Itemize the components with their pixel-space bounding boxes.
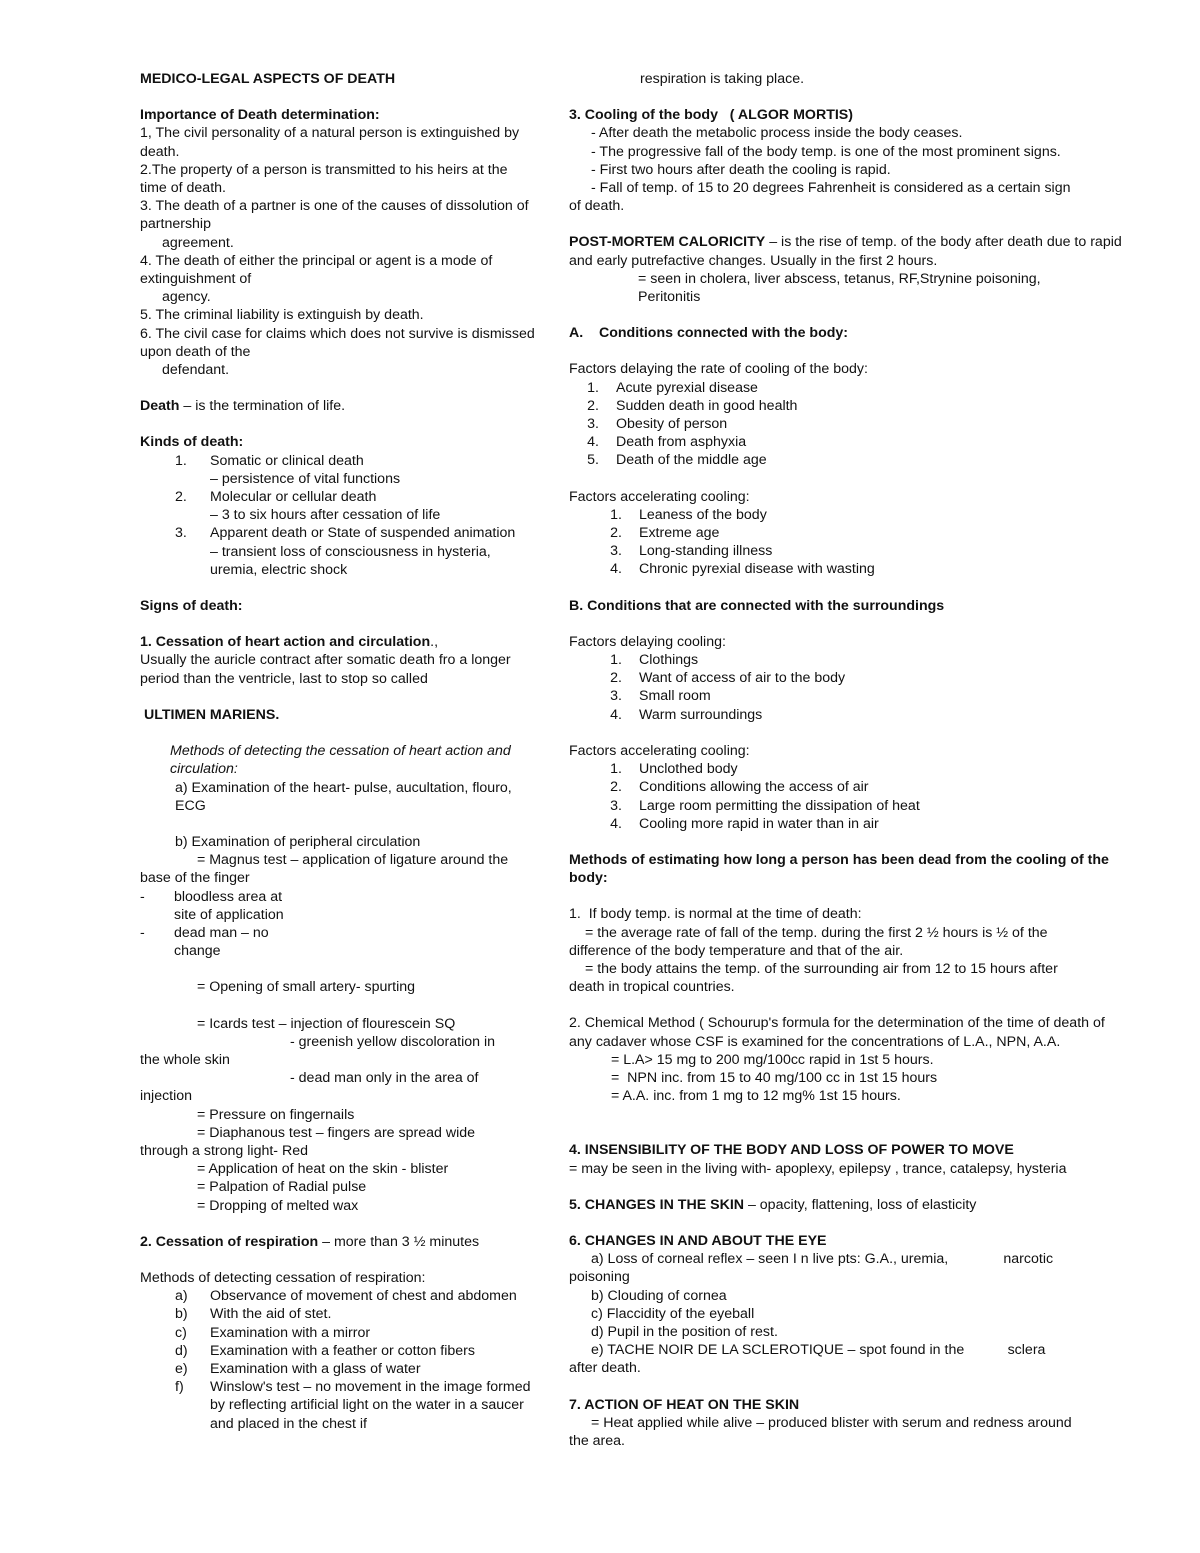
b-accel-heading: Factors accelerating cooling: (569, 742, 750, 759)
list-text: Extreme age (639, 525, 720, 542)
sign1-text: Usually the auricle contract after somatic death fro a longer period than the ventricle, last to stop so called (140, 652, 515, 687)
sign4-text: = may be seen in the living with- apoplexy, epilepsy , trance, catalepsy, hysteria (569, 1160, 1067, 1177)
list-text: Winslow's test – no movement in the image formed by reflecting artificial light on the water in a saucer and placed in the chest if (210, 1379, 531, 1432)
list-number: 4. (610, 815, 622, 832)
a-accel-heading: Factors accelerating cooling: (569, 488, 750, 505)
a-delay-heading: Factors delaying the rate of cooling of the body: (569, 361, 868, 378)
list-item (569, 760, 1129, 778)
resp-methods-heading: Methods of detecting cessation of respiration: (140, 1269, 426, 1286)
list-text: Observance of movement of chest and abdomen (210, 1288, 517, 1305)
method-a: a) Examination of the heart- pulse, aucultation, flouro, ECG (175, 779, 516, 814)
bullet-dash: - (140, 924, 145, 941)
list-number: 2. (587, 397, 599, 414)
list-number: 2. (610, 670, 622, 687)
sign3-line: - First two hours after death the cooling is rapid. (591, 161, 891, 178)
list-subtext: – 3 to six hours after cessation of life (210, 507, 441, 524)
estimate-2-line: = L.A> 15 mg to 200 mg/100cc rapid in 1st 5 hours. (611, 1051, 934, 1068)
list-item (140, 888, 290, 924)
estimating-heading: Methods of estimating how long a person has been dead from the cooling of the body: (569, 851, 1113, 887)
icards-test: = Icards test – injection of flourescein SQ (197, 1015, 456, 1032)
estimate-1: 1. If body temp. is normal at the time of death: (569, 906, 862, 923)
list-number: d) (175, 1342, 188, 1359)
icards-line: - dead man only in the area of (290, 1070, 479, 1087)
pmc-seen: Peritonitis (638, 289, 701, 306)
pmc-term: POST-MORTEM CALORICITY (569, 234, 766, 251)
list-text: Warm surroundings (639, 706, 763, 723)
artery-test: = Opening of small artery- spurting (197, 979, 416, 996)
list-item (569, 379, 1129, 397)
right-column (569, 70, 1129, 1450)
a-accel-list (569, 506, 1129, 579)
list-item (140, 924, 290, 960)
list-number: f) (175, 1379, 184, 1396)
list-text: Examination with a glass of water (210, 1360, 421, 1377)
sign3-heading: 3. Cooling of the body ( ALGOR MORTIS) (569, 107, 853, 124)
sign1-heading (140, 633, 535, 651)
estimate-2-line: = NPN inc. from 15 to 40 mg/100 cc in 1st 15 hours (611, 1069, 938, 1086)
list-item (569, 524, 1129, 542)
importance-item: agreement. (162, 234, 234, 251)
list-text: Clothings (639, 652, 699, 669)
bullet-text: dead man – no change (174, 924, 269, 960)
bullet-dash: - (140, 888, 145, 905)
list-text: Conditions allowing the access of air (639, 779, 869, 796)
sign6-item: b) Clouding of cornea (591, 1287, 727, 1304)
sign3-line: - After death the metabolic process inside the body ceases. (591, 125, 963, 142)
list-item (569, 506, 1129, 524)
icards-line: - greenish yellow discoloration in (290, 1033, 496, 1050)
list-number: 3. (610, 797, 622, 814)
wax-test: = Dropping of melted wax (197, 1197, 359, 1214)
list-text: Unclothed body (639, 761, 738, 778)
kinds-heading: Kinds of death: (140, 434, 244, 451)
list-item (140, 524, 535, 579)
list-text: Small room (639, 688, 711, 705)
pmc-def: – is the rise of temp. of the body after death due to rapid and early putrefactive changes. Usually in the first 2 hours. (569, 234, 1126, 269)
list-item (140, 1360, 535, 1378)
death-definition (140, 397, 535, 415)
sign6-item: c) Flaccidity of the eyeball (591, 1305, 755, 1322)
list-number: 4. (610, 706, 622, 723)
list-text: Long-standing illness (639, 543, 773, 560)
icards-line: injection (140, 1088, 193, 1105)
estimate-2: 2. Chemical Method ( Schourup's formula for the determination of the time of death of any cadaver whose CSF is examined for the concentrations of L.A., NPN, A.A. (569, 1015, 1109, 1050)
left-column (140, 70, 539, 1433)
list-item (569, 542, 1129, 560)
diaphanous-line: through a strong light- Red (140, 1142, 308, 1159)
list-number: c) (175, 1324, 187, 1341)
death-def: – is the termination of life. (179, 398, 346, 415)
list-text: Large room permitting the dissipation of heat (639, 797, 920, 814)
section-b-heading: B. Conditions that are connected with the surroundings (569, 597, 945, 614)
sign7-text: = Heat applied while alive – produced blister with serum and redness around (591, 1414, 1072, 1431)
death-term: Death (140, 398, 180, 415)
list-number: 3. (610, 688, 622, 705)
ultimen-mariens: ULTIMEN MARIENS. (144, 706, 280, 723)
b-delay-heading: Factors delaying cooling: (569, 633, 726, 650)
list-item (569, 651, 1129, 669)
sign2-title: 2. Cessation of respiration (140, 1233, 319, 1250)
list-number: a) (175, 1288, 188, 1305)
list-number: e) (175, 1360, 188, 1377)
list-number: 1. (587, 379, 599, 396)
diaphanous-test: = Diaphanous test – fingers are spread wide (197, 1124, 476, 1141)
list-number: 3. (587, 416, 599, 433)
list-text: Leaness of the body (639, 506, 767, 523)
continuation-text: respiration is taking place. (640, 71, 805, 87)
list-number: 2. (610, 779, 622, 796)
list-text: Somatic or clinical death (210, 452, 364, 469)
bullet-text: bloodless area at site of application (174, 888, 284, 923)
list-number: 1. (175, 452, 187, 469)
sign6-item: a) Loss of corneal reflex – seen I n live pts: G.A., uremia, narcotic (591, 1251, 1054, 1268)
sign6-item: e) TACHE NOIR DE LA SCLEROTIQUE – spot found in the sclera (591, 1342, 1046, 1359)
estimate-1-line: death in tropical countries. (569, 979, 735, 996)
estimate-2-line: = A.A. inc. from 1 mg to 12 mg% 1st 15 hours. (611, 1088, 901, 1105)
list-item (569, 397, 1129, 415)
list-number: 1. (610, 506, 622, 523)
importance-item: 2.The property of a person is transmitted to his heirs at the time of death. (140, 161, 512, 197)
sign1-suffix: ., (430, 634, 439, 651)
list-number: 5. (587, 452, 599, 469)
section-a-heading: A. Conditions connected with the body: (569, 325, 849, 342)
sign4-heading: 4. INSENSIBILITY OF THE BODY AND LOSS OF POWER TO MOVE (569, 1142, 1014, 1159)
list-item (569, 815, 1129, 833)
importance-item: 3. The death of a partner is one of the causes of dissolution of partnership (140, 198, 533, 233)
list-text: Cooling more rapid in water than in air (639, 815, 879, 832)
list-item (569, 415, 1129, 433)
list-text: With the aid of stet. (210, 1306, 332, 1323)
list-number: 4. (587, 434, 599, 451)
sign7-heading: 7. ACTION OF HEAT ON THE SKIN (569, 1396, 800, 1413)
sign2-text: – more than 3 ½ minutes (318, 1233, 480, 1250)
list-text: Want of access of air to the body (639, 670, 846, 687)
list-item (140, 1305, 535, 1323)
methods-heading (140, 742, 535, 778)
sign2-heading (140, 1233, 535, 1251)
b-accel-list (569, 760, 1129, 833)
pmc-definition (569, 233, 1129, 269)
importance-item: agency. (162, 289, 211, 306)
magnus-text: = Magnus test – application of ligature around the base of the finger (140, 852, 513, 887)
sign7-text: the area. (569, 1432, 626, 1449)
icards-line: the whole skin (140, 1051, 230, 1068)
list-number: 4. (610, 561, 622, 578)
list-number: 1. (610, 761, 622, 778)
list-text: Acute pyrexial disease (616, 379, 758, 396)
sign6-item: d) Pupil in the position of rest. (591, 1323, 778, 1340)
kinds-list (140, 452, 535, 579)
sign5-text: – opacity, flattening, loss of elasticity (744, 1196, 977, 1213)
document-title: MEDICO-LEGAL ASPECTS OF DEATH (140, 71, 396, 87)
estimate-1-line: difference of the body temperature and that of the air. (569, 942, 904, 959)
list-item (140, 452, 535, 488)
list-text: Apparent death or State of suspended animation (210, 525, 516, 542)
list-item (569, 560, 1129, 578)
importance-heading: Importance of Death determination: (140, 107, 380, 124)
list-item (140, 1287, 535, 1305)
methods-heading-text: Methods of detecting the cessation of heart action and circulation: (170, 743, 515, 778)
signs-heading: Signs of death: (140, 598, 243, 615)
list-number: 3. (610, 543, 622, 560)
list-number: 2. (610, 525, 622, 542)
sign5 (569, 1196, 1129, 1214)
radial-test: = Palpation of Radial pulse (197, 1179, 367, 1196)
heat-test: = Application of heat on the skin - blister (197, 1161, 449, 1178)
list-item (140, 1324, 535, 1342)
list-number: b) (175, 1306, 188, 1323)
list-text: Molecular or cellular death (210, 489, 377, 506)
resp-methods-list (140, 1287, 535, 1433)
list-text: Obesity of person (616, 416, 728, 433)
sign3-line: of death. (569, 198, 625, 215)
b-delay-list (569, 651, 1129, 724)
sign6-heading: 6. CHANGES IN AND ABOUT THE EYE (569, 1232, 827, 1249)
list-number: 2. (175, 489, 187, 506)
list-subtext: – persistence of vital functions (210, 470, 401, 487)
estimate-1-line: = the body attains the temp. of the surrounding air from 12 to 15 hours after (585, 960, 1058, 977)
list-item (140, 1378, 535, 1433)
list-item (569, 669, 1129, 687)
pressure-test: = Pressure on fingernails (197, 1106, 355, 1123)
list-subtext: – transient loss of consciousness in hysteria, uremia, electric shock (210, 543, 491, 578)
list-item (569, 451, 1129, 469)
list-text: Examination with a feather or cotton fibers (210, 1342, 475, 1359)
method-b: b) Examination of peripheral circulation (175, 833, 421, 850)
list-text: Examination with a mirror (210, 1324, 371, 1341)
sign3-line: - Fall of temp. of 15 to 20 degrees Fahrenheit is considered as a certain sign (591, 180, 1071, 197)
list-item (569, 778, 1129, 796)
sign6-item: after death. (569, 1360, 641, 1377)
list-item (569, 797, 1129, 815)
list-item (569, 687, 1129, 705)
list-number: 3. (175, 525, 187, 542)
magnus-test (140, 851, 535, 887)
list-number: 1. (610, 652, 622, 669)
magnus-bullets (140, 888, 290, 961)
sign5-heading: 5. CHANGES IN THE SKIN (569, 1196, 745, 1213)
estimate-1-line: = the average rate of fall of the temp. during the first 2 ½ hours is ½ of the (585, 924, 1048, 941)
importance-item: 4. The death of either the principal or agent is a mode of extinguishment of (140, 252, 497, 288)
list-text: Death of the middle age (616, 452, 767, 469)
list-item (140, 488, 535, 524)
a-delay-list (569, 379, 1129, 470)
importance-item: 1, The civil personality of a natural person is extinguished by death. (140, 125, 535, 160)
sign1-title: 1. Cessation of heart action and circulation (140, 634, 431, 651)
importance-item: defendant. (162, 362, 230, 379)
sign3-line: - The progressive fall of the body temp. is one of the most prominent signs. (591, 143, 1061, 160)
importance-item: 5. The criminal liability is extinguish by death. (140, 307, 424, 324)
list-item (569, 706, 1129, 724)
list-item (569, 433, 1129, 451)
sign6-item: poisoning (569, 1269, 630, 1286)
list-text: Sudden death in good health (616, 397, 798, 414)
list-item (140, 1342, 535, 1360)
pmc-seen: = seen in cholera, liver abscess, tetanus, RF,Strynine poisoning, (638, 270, 1041, 287)
list-text: Chronic pyrexial disease with wasting (639, 561, 875, 578)
importance-item: 6. The civil case for claims which does not survive is dismissed upon death of the (140, 325, 539, 360)
list-text: Death from asphyxia (616, 434, 747, 451)
